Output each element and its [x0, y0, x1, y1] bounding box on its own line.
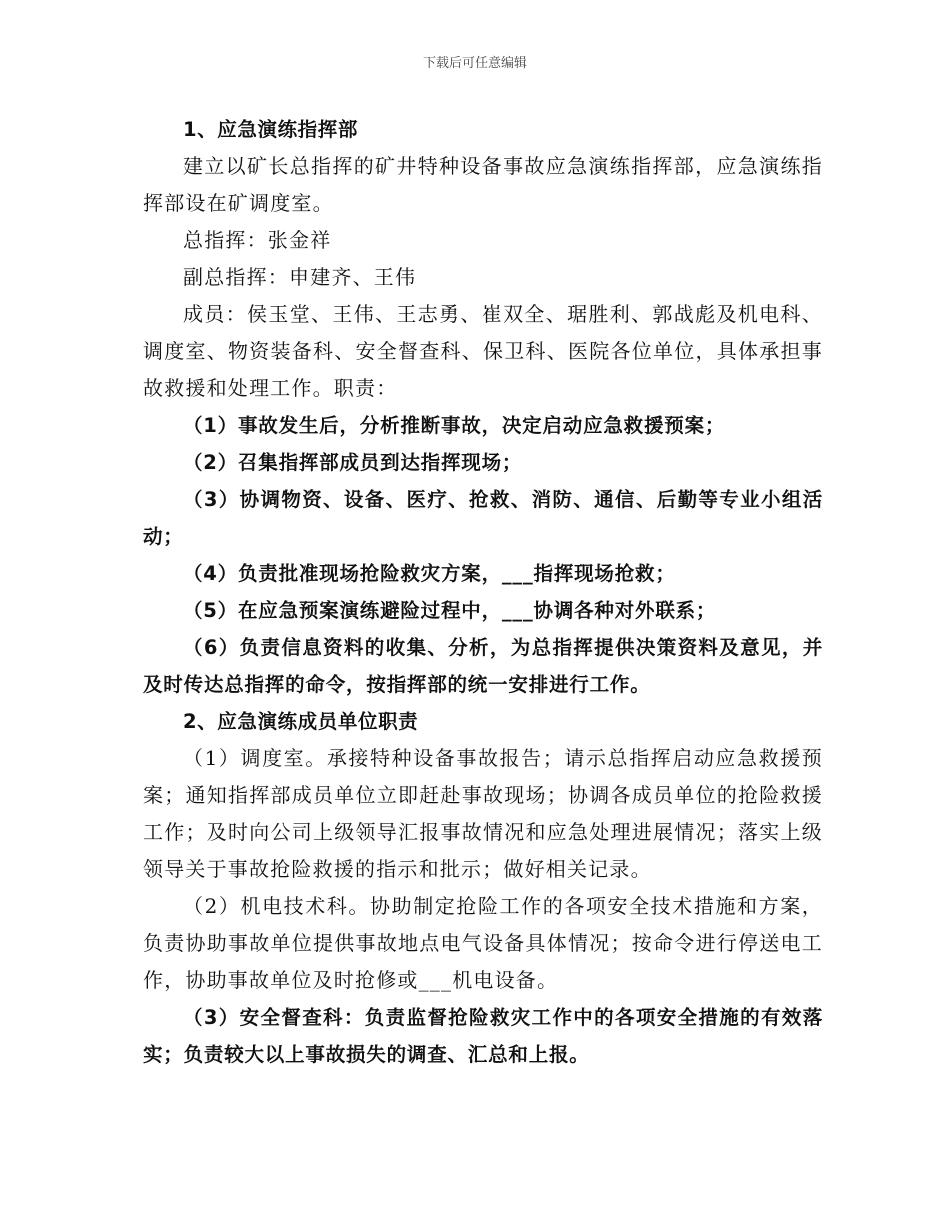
duty-item: （5）在应急预案演练避险过程中，___协调各种对外联系；	[183, 599, 717, 622]
unit-duty-item: （1）调度室。承接特种设备事故报告；请示总指挥启动应急救援预案；通知指挥部成员单位立即赶赴事故现场；协调各成员单位的抢险救援工作；及时向公司上级领导汇报事故情况和应急处理进展情况；落实上级领导关于事故抢险救援的指示和批示；做好相关记录。	[143, 746, 823, 881]
duty-item: （3）协调物资、设备、医疗、抢救、消防、通信、后勤等专业小组活动；	[143, 488, 823, 548]
commander-line: 总指挥：张金祥	[183, 228, 332, 252]
page-header: 下载后可任意编辑	[422, 56, 527, 71]
document-body	[143, 111, 823, 1073]
deputy-commander-line: 副总指挥：申建齐、王伟	[183, 265, 417, 289]
members-paragraph: 成员：侯玉堂、王伟、王志勇、崔双全、琚胜利、郭战彪及机电科、调度室、物资装备科、安全督查科、保卫科、医院各位单位，具体承担事故救援和处理工作。职责：	[143, 302, 823, 400]
duty-item: （6）负责信息资料的收集、分析，为总指挥提供决策资料及意见，并及时传达总指挥的命令，按指挥部的统一安排进行工作。	[143, 636, 823, 696]
duty-item: （1）事故发生后，分析推断事故，决定启动应急救援预案；	[183, 414, 726, 437]
unit-duty-item: （2）机电技术科。协助制定抢险工作的各项安全技术措施和方案，负责协助事故单位提供事故地点电气设备具体情况；按命令进行停送电工作，协助事故单位及时抢修或___机电设备。	[143, 894, 823, 992]
section-1-intro: 建立以矿长总指挥的矿井特种设备事故应急演练指挥部，应急演练指挥部设在矿调度室。	[143, 154, 823, 215]
duty-item: （4）负责批准现场抢险救灾方案，___指挥现场抢救；	[183, 562, 676, 585]
section-2-title: 2、应急演练成员单位职责	[183, 710, 419, 733]
unit-duty-item: （3）安全督查科：负责监督抢险救灾工作中的各项安全措施的有效落实；负责较大以上事故损失的调查、汇总和上报。	[143, 1006, 823, 1066]
section-1-title: 1、应急演练指挥部	[183, 118, 358, 141]
duty-item: （2）召集指挥部成员到达指挥现场；	[183, 451, 523, 474]
